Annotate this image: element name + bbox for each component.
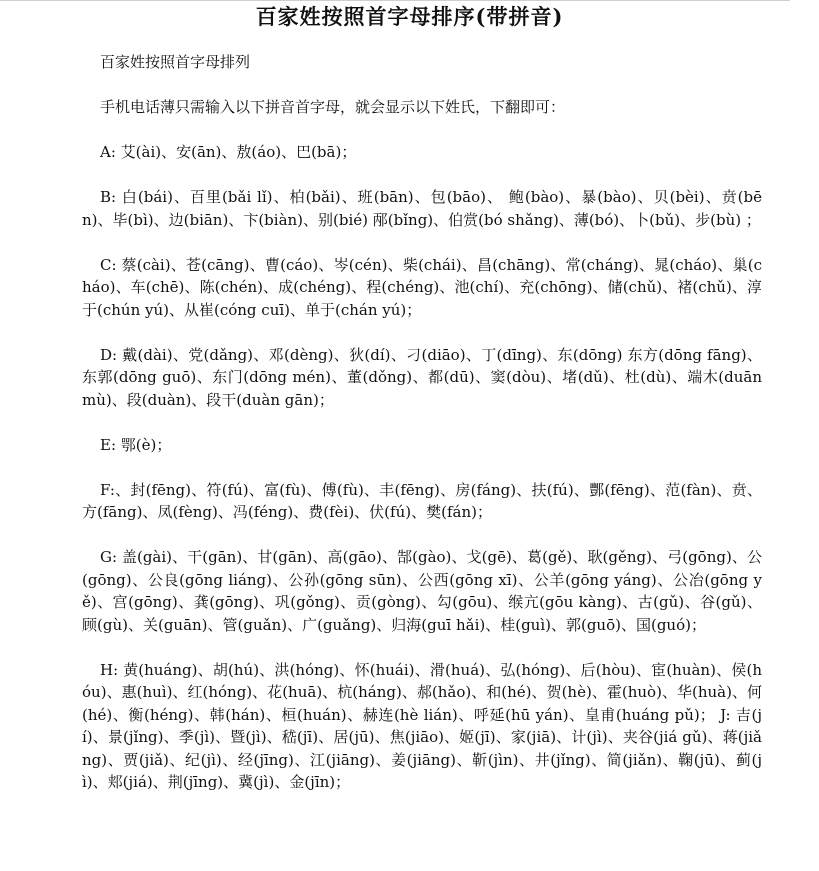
intro-heading: 百家姓按照首字母排列 <box>100 53 251 71</box>
surname-group-b: B: 白(bái)、百里(bǎi lǐ)、柏(bǎi)、班(bān)、包(bāo)、 鲍(bào)、暴(bào)、贝(bèi)、贲(bēn)、毕(bì)、边(biān)、卞(biàn)、别(bié) 邴(bǐng)、伯赏(bó shǎng)、薄(bó)、卜(bǔ)、步(bù) ； <box>82 188 762 229</box>
intro-instruction: 手机电话薄只需输入以下拼音首字母，就会显示以下姓氏，下翻即可： <box>100 98 566 116</box>
document-title: 百家姓按照首字母排序(带拼音) <box>255 4 564 29</box>
document-body <box>82 51 762 794</box>
surname-group-a: A: 艾(ài)、安(ān)、敖(áo)、巴(bā)； <box>100 143 357 161</box>
surname-group-e: E: 鄂(è)； <box>100 435 172 454</box>
surname-group-c: C: 蔡(cài)、苍(cāng)、曹(cáo)、岑(cén)、柴(chái)、昌(chāng)、常(cháng)、晁(cháo)、巢(cháo)、车(chē)、陈(chén)、成(chéng)、程(chéng)、池(chí)、充(chōng)、储(chǔ)、褚(chǔ)、淳于(chún yú)、从崔(cóng cuī)、单于(chán yú)； <box>82 255 762 319</box>
surname-group-h-j: H: 黄(huáng)、胡(hú)、洪(hóng)、怀(huái)、滑(huá)、弘(hóng)、后(hòu)、宦(huàn)、侯(hóu)、惠(huì)、红(hóng)、花(huā)、杭(háng)、郝(hǎo)、和(hé)、贺(hè)、霍(huò)、华(huà)、何(hé)、衡(héng)、韩(hán)、桓(huán)、赫连(hè lián)、呼延(hū yán)、皇甫(huáng pǔ)； J: 吉(jí)、景(jǐng)、季(jì)、暨(jì)、嵇(jī)、居(jū)、焦(jiāo)、姬(jī)、家(jiā)、计(jì)、夹谷(jiá gǔ)、蒋(jiǎng)、贾(jiǎ)、纪(jì)、经(jīng)、江(jiāng)、姜(jiāng)、靳(jìn)、井(jǐng)、简(jiǎn)、鞠(jū)、蓟(jì)、郏(jiá)、荆(jīng)、冀(jì)、金(jīn)； <box>82 660 762 791</box>
surname-group-f: F:、封(fēng)、符(fú)、富(fù)、傅(fù)、丰(fēng)、房(fáng)、扶(fú)、酆(fēng)、范(fàn)、贲、方(fāng)、凤(fèng)、冯(féng)、费(fèi)、伏(fú)、樊(fán)； <box>82 480 762 521</box>
surname-group-d: D: 戴(dài)、党(dǎng)、邓(dèng)、狄(dí)、刁(diāo)、丁(dīng)、东(dōng) 东方(dōng fāng)、东郭(dōng guō)、东门(dōng mén)、董(dǒng)、都(dū)、窦(dòu)、堵(dǔ)、杜(dù)、端木(duān mù)、段(duàn)、段干(duàn gān)； <box>82 345 762 409</box>
surname-group-g: G: 盖(gài)、干(gān)、甘(gān)、高(gāo)、郜(gào)、戈(gē)、葛(gě)、耿(gěng)、弓(gōng)、公(gōng)、公良(gōng liáng)、公孙(gōng sūn)、公西(gōng xī)、公羊(gōng yáng)、公冶(gōng yě)、宫(gōng)、龚(gōng)、巩(gǒng)、贡(gòng)、勾(gōu)、缑亢(gōu kàng)、古(gǔ)、谷(gǔ)、顾(gù)、关(guān)、管(guǎn)、广(guǎng)、归海(guī hǎi)、桂(guì)、郭(guō)、国(guó)； <box>82 548 762 634</box>
